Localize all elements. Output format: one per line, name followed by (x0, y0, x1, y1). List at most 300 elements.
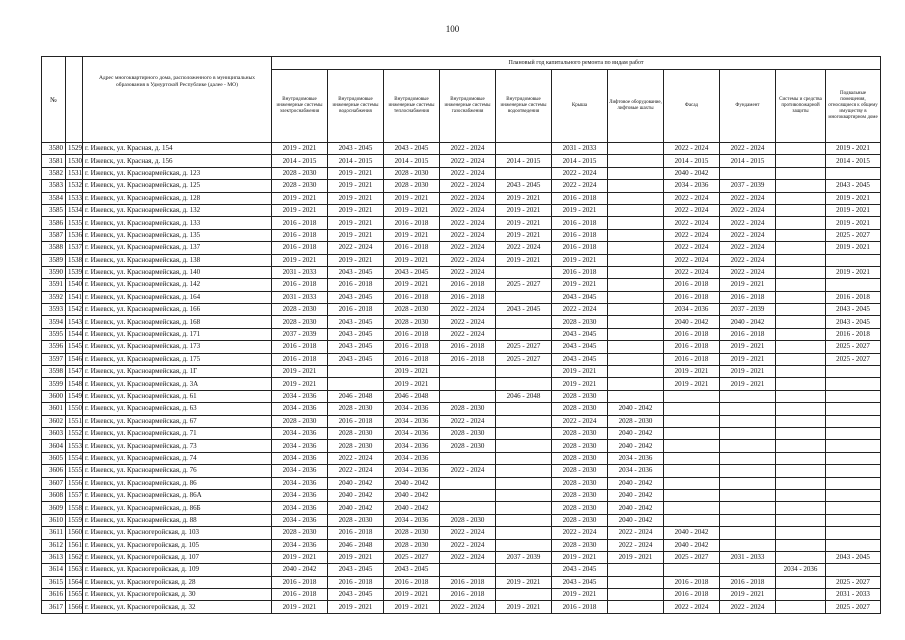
row-value-cell: 2028 - 2030 (440, 427, 496, 439)
row-value-cell (664, 427, 720, 439)
row-value-cell: 2019 - 2021 (496, 576, 552, 588)
row-value-cell (776, 217, 826, 229)
header-no: № (42, 57, 66, 143)
row-sub-number: 1539 (66, 266, 83, 278)
row-value-cell: 2043 - 2045 (384, 143, 440, 155)
row-value-cell (826, 564, 881, 576)
row-value-cell: 2019 - 2021 (384, 254, 440, 266)
row-number: 3599 (42, 378, 66, 390)
row-value-cell: 2022 - 2024 (720, 204, 776, 216)
table-row (42, 291, 881, 303)
row-address: г. Ижевск, ул. Красноармейская, д. 175 (83, 353, 272, 365)
row-value-cell (496, 452, 552, 464)
row-address: г. Ижевск, ул. Красноармейская, д. 125 (83, 180, 272, 192)
row-value-cell: 2034 - 2036 (608, 465, 664, 477)
row-value-cell: 2016 - 2018 (552, 192, 608, 204)
row-value-cell: 2019 - 2021 (826, 217, 881, 229)
row-value-cell: 2016 - 2018 (664, 589, 720, 601)
row-value-cell: 2022 - 2024 (664, 601, 720, 613)
row-address: г. Ижевск, ул. Красноармейская, д. 86А (83, 489, 272, 501)
row-value-cell: 2028 - 2030 (384, 180, 440, 192)
row-value-cell: 2043 - 2045 (384, 266, 440, 278)
row-value-cell: 2028 - 2030 (384, 316, 440, 328)
row-value-cell: 2022 - 2024 (440, 242, 496, 254)
row-value-cell: 2034 - 2036 (664, 304, 720, 316)
row-value-cell: 2022 - 2024 (440, 229, 496, 241)
row-sub-number: 1546 (66, 353, 83, 365)
row-number: 3595 (42, 328, 66, 340)
row-value-cell (496, 378, 552, 390)
row-sub-number: 1534 (66, 204, 83, 216)
row-value-cell: 2016 - 2018 (664, 576, 720, 588)
row-value-cell: 2022 - 2024 (608, 539, 664, 551)
row-value-cell: 2028 - 2030 (384, 539, 440, 551)
row-value-cell: 2043 - 2045 (328, 341, 384, 353)
row-value-cell: 2034 - 2036 (272, 539, 328, 551)
row-value-cell (496, 143, 552, 155)
row-number: 3614 (42, 564, 66, 576)
row-value-cell: 2034 - 2036 (272, 403, 328, 415)
row-value-cell: 2046 - 2048 (496, 390, 552, 402)
row-value-cell: 2016 - 2018 (552, 266, 608, 278)
row-address: г. Ижевск, ул. Красноармейская, д. 135 (83, 229, 272, 241)
row-address: г. Ижевск, ул. Красноармейская, д. 3А (83, 378, 272, 390)
row-value-cell (608, 576, 664, 588)
row-value-cell (496, 502, 552, 514)
row-value-cell (720, 403, 776, 415)
row-value-cell: 2019 - 2021 (496, 192, 552, 204)
row-number: 3615 (42, 576, 66, 588)
row-value-cell (608, 279, 664, 291)
row-value-cell: 2022 - 2024 (552, 180, 608, 192)
row-number: 3603 (42, 427, 66, 439)
row-value-cell (664, 403, 720, 415)
row-sub-number: 1543 (66, 316, 83, 328)
table-row (42, 378, 881, 390)
row-value-cell: 2040 - 2042 (664, 316, 720, 328)
row-value-cell: 2040 - 2042 (608, 440, 664, 452)
row-value-cell: 2028 - 2030 (552, 390, 608, 402)
row-value-cell (776, 502, 826, 514)
row-value-cell (496, 539, 552, 551)
row-value-cell: 2040 - 2042 (272, 564, 328, 576)
row-value-cell: 2043 - 2045 (328, 316, 384, 328)
row-value-cell (826, 440, 881, 452)
row-value-cell: 2022 - 2024 (440, 217, 496, 229)
row-value-cell: 2028 - 2030 (608, 415, 664, 427)
row-value-cell: 2037 - 2039 (720, 304, 776, 316)
row-value-cell: 2019 - 2021 (384, 204, 440, 216)
row-value-cell: 2019 - 2021 (552, 204, 608, 216)
row-address: г. Ижевск, ул. Красная, д. 156 (83, 155, 272, 167)
row-value-cell: 2016 - 2018 (664, 279, 720, 291)
row-value-cell: 2019 - 2021 (328, 204, 384, 216)
row-address: г. Ижевск, ул. Красноармейская, д. 171 (83, 328, 272, 340)
row-address: г. Ижевск, ул. Красноармейская, д. 73 (83, 440, 272, 452)
row-value-cell: 2022 - 2024 (440, 254, 496, 266)
row-number: 3580 (42, 143, 66, 155)
row-value-cell: 2016 - 2018 (720, 328, 776, 340)
row-value-cell: 2043 - 2045 (552, 291, 608, 303)
header-plan-title: Плановый год капитального ремонта по видам работ (272, 57, 881, 70)
row-value-cell: 2040 - 2042 (608, 477, 664, 489)
row-sub-number: 1557 (66, 489, 83, 501)
row-value-cell: 2022 - 2024 (720, 601, 776, 613)
row-value-cell: 2019 - 2021 (826, 266, 881, 278)
table-row (42, 539, 881, 551)
row-value-cell: 2025 - 2027 (496, 341, 552, 353)
row-address: г. Ижевск, ул. Красноармейская, д. 123 (83, 167, 272, 179)
row-value-cell: 2028 - 2030 (272, 316, 328, 328)
row-value-cell (776, 576, 826, 588)
row-value-cell: 2019 - 2021 (552, 279, 608, 291)
row-value-cell: 2040 - 2042 (608, 502, 664, 514)
row-value-cell: 2025 - 2027 (826, 353, 881, 365)
row-value-cell: 2046 - 2048 (328, 390, 384, 402)
row-address: г. Ижевск, ул. Красноармейская, д. 76 (83, 465, 272, 477)
row-value-cell (608, 366, 664, 378)
row-number: 3610 (42, 514, 66, 526)
row-value-cell: 2016 - 2018 (664, 328, 720, 340)
row-value-cell (664, 477, 720, 489)
row-value-cell: 2022 - 2024 (552, 304, 608, 316)
row-value-cell: 2016 - 2018 (552, 217, 608, 229)
row-value-cell: 2022 - 2024 (720, 143, 776, 155)
row-value-cell: 2016 - 2018 (328, 527, 384, 539)
row-value-cell: 2022 - 2024 (440, 204, 496, 216)
row-value-cell: 2043 - 2045 (328, 353, 384, 365)
table-row (42, 415, 881, 427)
row-sub-number: 1540 (66, 279, 83, 291)
row-number: 3609 (42, 502, 66, 514)
row-value-cell (440, 378, 496, 390)
row-value-cell: 2046 - 2048 (384, 390, 440, 402)
row-sub-number: 1555 (66, 465, 83, 477)
row-sub-number: 1536 (66, 229, 83, 241)
row-value-cell: 2019 - 2021 (496, 601, 552, 613)
table-row (42, 589, 881, 601)
row-value-cell: 2016 - 2018 (328, 576, 384, 588)
row-value-cell (720, 390, 776, 402)
row-number: 3594 (42, 316, 66, 328)
row-value-cell: 2025 - 2027 (826, 229, 881, 241)
table-row (42, 242, 881, 254)
row-value-cell (664, 452, 720, 464)
row-value-cell: 2025 - 2027 (826, 601, 881, 613)
row-address: г. Ижевск, ул. Красногеройская, д. 32 (83, 601, 272, 613)
row-value-cell: 2043 - 2045 (328, 564, 384, 576)
row-value-cell: 2019 - 2021 (720, 366, 776, 378)
row-value-cell: 2028 - 2030 (328, 403, 384, 415)
row-value-cell: 2016 - 2018 (272, 229, 328, 241)
row-value-cell: 2016 - 2018 (720, 576, 776, 588)
row-value-cell: 2034 - 2036 (272, 452, 328, 464)
row-value-cell (826, 502, 881, 514)
row-value-cell: 2034 - 2036 (272, 465, 328, 477)
row-value-cell: 2019 - 2021 (384, 229, 440, 241)
row-number: 3589 (42, 254, 66, 266)
row-address: г. Ижевск, ул. Красногеройская, д. 103 (83, 527, 272, 539)
row-value-cell (608, 242, 664, 254)
row-value-cell: 2028 - 2030 (384, 304, 440, 316)
table-row (42, 143, 881, 155)
row-value-cell: 2040 - 2042 (328, 489, 384, 501)
table-row (42, 304, 881, 316)
row-address: г. Ижевск, ул. Красноармейская, д. 166 (83, 304, 272, 316)
row-value-cell: 2019 - 2021 (328, 551, 384, 563)
row-value-cell: 2019 - 2021 (384, 192, 440, 204)
row-value-cell: 2028 - 2030 (272, 167, 328, 179)
row-value-cell: 2016 - 2018 (384, 291, 440, 303)
row-value-cell: 2016 - 2018 (440, 291, 496, 303)
row-value-cell (826, 378, 881, 390)
row-value-cell: 2019 - 2021 (552, 366, 608, 378)
row-value-cell: 2014 - 2015 (552, 155, 608, 167)
row-sub-number: 1550 (66, 403, 83, 415)
row-value-cell: 2022 - 2024 (440, 328, 496, 340)
row-value-cell: 2022 - 2024 (440, 266, 496, 278)
row-value-cell (664, 502, 720, 514)
row-value-cell: 2028 - 2030 (552, 465, 608, 477)
row-address: г. Ижевск, ул. Красная, д. 154 (83, 143, 272, 155)
header-column: Лифтовое оборудование, лифтовые шахты (608, 70, 664, 143)
row-value-cell: 2028 - 2030 (552, 440, 608, 452)
row-address: г. Ижевск, ул. Красногеройская, д. 30 (83, 589, 272, 601)
row-number: 3602 (42, 415, 66, 427)
row-value-cell: 2037 - 2039 (496, 551, 552, 563)
row-value-cell: 2028 - 2030 (272, 527, 328, 539)
row-value-cell (776, 415, 826, 427)
row-value-cell: 2016 - 2018 (440, 279, 496, 291)
table-row (42, 204, 881, 216)
table-row (42, 576, 881, 588)
row-value-cell (496, 564, 552, 576)
row-value-cell (496, 427, 552, 439)
row-value-cell (720, 452, 776, 464)
row-value-cell (776, 465, 826, 477)
row-value-cell: 2040 - 2042 (608, 489, 664, 501)
row-value-cell (776, 353, 826, 365)
row-sub-number: 1529 (66, 143, 83, 155)
row-value-cell: 2016 - 2018 (384, 353, 440, 365)
row-value-cell: 2019 - 2021 (826, 192, 881, 204)
row-sub-number: 1533 (66, 192, 83, 204)
row-value-cell: 2040 - 2042 (384, 502, 440, 514)
capital-repair-table (41, 56, 881, 614)
row-value-cell: 2028 - 2030 (384, 527, 440, 539)
row-value-cell: 2028 - 2030 (384, 167, 440, 179)
row-number: 3584 (42, 192, 66, 204)
row-number: 3601 (42, 403, 66, 415)
row-value-cell: 2022 - 2024 (440, 539, 496, 551)
row-number: 3591 (42, 279, 66, 291)
row-value-cell (440, 477, 496, 489)
row-value-cell (608, 254, 664, 266)
row-value-cell (776, 180, 826, 192)
row-value-cell (776, 527, 826, 539)
row-value-cell (776, 378, 826, 390)
row-value-cell (496, 440, 552, 452)
row-value-cell: 2019 - 2021 (384, 601, 440, 613)
row-value-cell (776, 489, 826, 501)
row-number: 3596 (42, 341, 66, 353)
row-value-cell (440, 489, 496, 501)
row-value-cell (720, 564, 776, 576)
row-value-cell: 2025 - 2027 (496, 353, 552, 365)
row-value-cell (608, 180, 664, 192)
row-value-cell: 2019 - 2021 (328, 217, 384, 229)
row-value-cell: 2016 - 2018 (720, 291, 776, 303)
row-sub-number: 1556 (66, 477, 83, 489)
row-number: 3617 (42, 601, 66, 613)
row-value-cell (776, 254, 826, 266)
row-value-cell: 2028 - 2030 (272, 415, 328, 427)
row-address: г. Ижевск, ул. Красногеройская, д. 107 (83, 551, 272, 563)
row-value-cell: 2043 - 2045 (552, 353, 608, 365)
row-value-cell: 2043 - 2045 (552, 564, 608, 576)
row-value-cell: 2022 - 2024 (664, 143, 720, 155)
row-value-cell (664, 564, 720, 576)
row-value-cell: 2028 - 2030 (440, 440, 496, 452)
row-sub-number: 1554 (66, 452, 83, 464)
row-value-cell: 2022 - 2024 (440, 304, 496, 316)
row-address: г. Ижевск, ул. Красноармейская, д. 1Г (83, 366, 272, 378)
row-value-cell (328, 366, 384, 378)
row-address: г. Ижевск, ул. Красноармейская, д. 61 (83, 390, 272, 402)
row-value-cell (776, 291, 826, 303)
row-value-cell: 2016 - 2018 (272, 242, 328, 254)
table-row (42, 527, 881, 539)
row-value-cell: 2034 - 2036 (272, 489, 328, 501)
header-sub-no (66, 57, 83, 143)
row-value-cell: 2034 - 2036 (384, 514, 440, 526)
row-value-cell (440, 452, 496, 464)
row-value-cell: 2034 - 2036 (384, 427, 440, 439)
row-address: г. Ижевск, ул. Красногеройская, д. 28 (83, 576, 272, 588)
table-row (42, 328, 881, 340)
row-value-cell: 2037 - 2039 (272, 328, 328, 340)
row-value-cell: 2040 - 2042 (384, 477, 440, 489)
row-value-cell: 2043 - 2045 (328, 589, 384, 601)
row-value-cell: 2022 - 2024 (720, 229, 776, 241)
row-value-cell: 2022 - 2024 (440, 465, 496, 477)
row-number: 3587 (42, 229, 66, 241)
row-value-cell (776, 427, 826, 439)
row-value-cell: 2014 - 2015 (496, 155, 552, 167)
row-sub-number: 1559 (66, 514, 83, 526)
row-value-cell: 2022 - 2024 (440, 192, 496, 204)
row-value-cell (496, 291, 552, 303)
row-value-cell (776, 341, 826, 353)
row-value-cell: 2022 - 2024 (440, 527, 496, 539)
row-value-cell (496, 477, 552, 489)
row-value-cell: 2014 - 2015 (720, 155, 776, 167)
row-value-cell: 2019 - 2021 (826, 143, 881, 155)
row-value-cell: 2014 - 2015 (826, 155, 881, 167)
row-number: 3597 (42, 353, 66, 365)
row-value-cell: 2022 - 2024 (328, 465, 384, 477)
row-value-cell: 2028 - 2030 (440, 403, 496, 415)
row-sub-number: 1547 (66, 366, 83, 378)
table-row (42, 155, 881, 167)
row-value-cell: 2025 - 2027 (384, 551, 440, 563)
row-value-cell (776, 551, 826, 563)
row-value-cell: 2028 - 2030 (552, 427, 608, 439)
table-body (42, 143, 881, 614)
row-sub-number: 1566 (66, 601, 83, 613)
table-row (42, 440, 881, 452)
row-value-cell: 2028 - 2030 (440, 514, 496, 526)
row-number: 3588 (42, 242, 66, 254)
row-value-cell: 2022 - 2024 (608, 527, 664, 539)
row-value-cell (720, 527, 776, 539)
row-number: 3605 (42, 452, 66, 464)
row-value-cell: 2019 - 2021 (664, 378, 720, 390)
row-value-cell: 2043 - 2045 (552, 328, 608, 340)
row-sub-number: 1549 (66, 390, 83, 402)
table-row (42, 279, 881, 291)
row-value-cell: 2034 - 2036 (384, 403, 440, 415)
row-value-cell (776, 167, 826, 179)
row-value-cell: 2016 - 2018 (440, 576, 496, 588)
row-value-cell: 2016 - 2018 (440, 341, 496, 353)
header-column: Фундамент (720, 70, 776, 143)
row-value-cell (826, 489, 881, 501)
row-sub-number: 1558 (66, 502, 83, 514)
row-value-cell (496, 316, 552, 328)
row-value-cell: 2022 - 2024 (440, 143, 496, 155)
row-value-cell: 2034 - 2036 (664, 180, 720, 192)
row-value-cell: 2034 - 2036 (384, 452, 440, 464)
row-value-cell: 2040 - 2042 (384, 489, 440, 501)
row-number: 3593 (42, 304, 66, 316)
row-value-cell (608, 589, 664, 601)
row-sub-number: 1537 (66, 242, 83, 254)
row-value-cell (776, 143, 826, 155)
row-sub-number: 1548 (66, 378, 83, 390)
row-value-cell (720, 502, 776, 514)
row-value-cell: 2031 - 2033 (272, 266, 328, 278)
row-value-cell: 2031 - 2033 (552, 143, 608, 155)
table-row (42, 316, 881, 328)
row-value-cell: 2019 - 2021 (328, 167, 384, 179)
row-value-cell: 2016 - 2018 (272, 217, 328, 229)
row-value-cell: 2019 - 2021 (272, 192, 328, 204)
row-value-cell: 2019 - 2021 (272, 601, 328, 613)
row-value-cell: 2022 - 2024 (720, 266, 776, 278)
row-number: 3600 (42, 390, 66, 402)
row-value-cell (496, 415, 552, 427)
row-value-cell: 2034 - 2036 (272, 502, 328, 514)
row-value-cell (776, 601, 826, 613)
row-value-cell (776, 514, 826, 526)
row-value-cell: 2019 - 2021 (496, 204, 552, 216)
row-value-cell: 2014 - 2015 (272, 155, 328, 167)
row-value-cell: 2028 - 2030 (328, 440, 384, 452)
row-value-cell: 2016 - 2018 (272, 589, 328, 601)
row-value-cell (776, 266, 826, 278)
header-column: Внутридомовые инженерные системы водоотведения (496, 70, 552, 143)
row-value-cell (608, 353, 664, 365)
row-value-cell: 2016 - 2018 (328, 279, 384, 291)
row-value-cell: 2043 - 2045 (552, 576, 608, 588)
row-value-cell: 2016 - 2018 (272, 279, 328, 291)
row-value-cell: 2022 - 2024 (664, 254, 720, 266)
row-value-cell: 2016 - 2018 (384, 341, 440, 353)
row-value-cell: 2014 - 2015 (664, 155, 720, 167)
table-row (42, 601, 881, 613)
row-value-cell: 2019 - 2021 (384, 366, 440, 378)
